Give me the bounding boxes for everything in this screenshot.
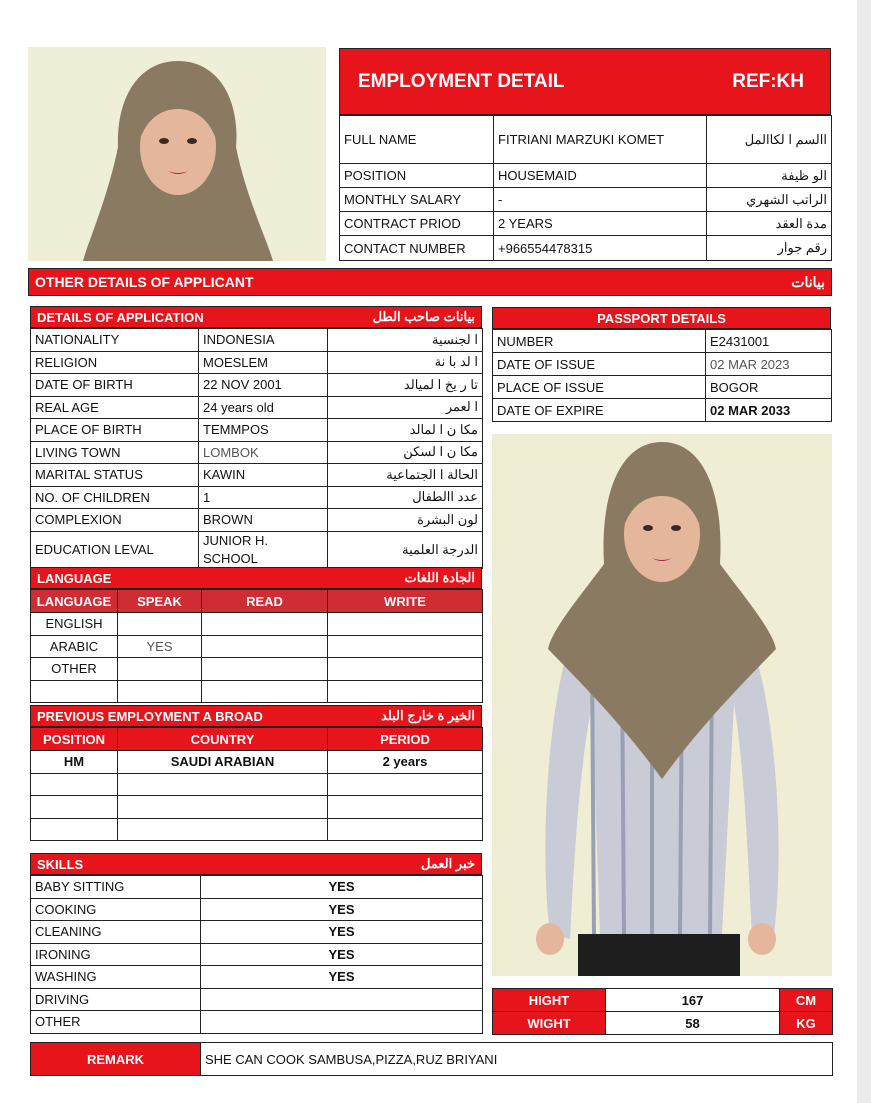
application-label: PLACE OF BIRTH <box>31 419 199 442</box>
application-row <box>31 486 483 509</box>
skill-label: IRONING <box>31 943 201 966</box>
application-value: JUNIOR H. SCHOOL <box>199 531 328 568</box>
application-label: EDUCATION LEVAL <box>31 531 199 568</box>
skill-row <box>31 921 483 944</box>
language-row <box>31 613 483 636</box>
application-label-ar: عدد االطفال <box>328 486 483 509</box>
application-value: KAWIN <box>199 464 328 487</box>
application-row <box>31 464 483 487</box>
previous-employment-row <box>31 773 483 796</box>
application-label-ar: ا لجنسية <box>328 329 483 352</box>
passport-label: DATE OF EXPIRE <box>493 399 706 422</box>
weight-unit: KG <box>780 1012 833 1035</box>
skill-label: WASHING <box>31 966 201 989</box>
language-read <box>202 613 328 636</box>
height-value: 167 <box>606 989 780 1012</box>
passport-value: 02 MAR 2023 <box>706 353 832 376</box>
skills-table <box>30 875 483 1034</box>
previous-employment-row <box>31 796 483 819</box>
skill-row <box>31 1011 483 1034</box>
application-value: 22 NOV 2001 <box>199 374 328 397</box>
application-row <box>31 329 483 352</box>
remark-label: REMARK <box>31 1043 201 1076</box>
employment-label: MONTHLY SALARY <box>340 188 494 212</box>
employment-row <box>340 116 832 164</box>
employment-label: FULL NAME <box>340 116 494 164</box>
language-read <box>202 658 328 681</box>
previous-employment-row <box>31 818 483 841</box>
other-details-label-ar: بيانات <box>791 273 825 290</box>
passport-value: BOGOR <box>706 376 832 399</box>
skill-value: YES <box>201 898 483 921</box>
application-label: COMPLEXION <box>31 509 199 532</box>
previous-country <box>118 796 328 819</box>
application-label-ar: مكا ن ا لمالد <box>328 419 483 442</box>
language-title-ar: الجادة اللغات <box>404 570 475 585</box>
employment-title: EMPLOYMENT DETAIL <box>358 70 565 92</box>
language-name: ARABIC <box>31 635 118 658</box>
height-label: HIGHT <box>493 989 606 1012</box>
previous-employment-header: COUNTRY <box>118 728 328 751</box>
remark-table <box>30 1042 833 1076</box>
application-title-bar <box>30 306 482 328</box>
application-label: NO. OF CHILDREN <box>31 486 199 509</box>
employment-title-bar <box>339 48 831 115</box>
previous-country <box>118 818 328 841</box>
passport-value: E2431001 <box>706 330 832 353</box>
skill-value <box>201 988 483 1011</box>
other-details-bar <box>28 268 832 296</box>
weight-label: WIGHT <box>493 1012 606 1035</box>
skill-label: CLEANING <box>31 921 201 944</box>
application-label: NATIONALITY <box>31 329 199 352</box>
application-value: MOESLEM <box>199 351 328 374</box>
other-details-label: OTHER DETAILS OF APPLICANT <box>35 274 254 290</box>
application-label: REAL AGE <box>31 396 199 419</box>
skill-value: YES <box>201 921 483 944</box>
employment-row <box>340 188 832 212</box>
passport-row <box>493 399 832 422</box>
employment-table <box>339 115 832 261</box>
language-read <box>202 635 328 658</box>
language-row <box>31 680 483 703</box>
previous-position: HM <box>31 751 118 774</box>
application-label-ar: الدرجة العلمية <box>328 531 483 568</box>
language-header: LANGUAGE <box>31 590 118 613</box>
previous-period <box>328 796 483 819</box>
language-header: WRITE <box>328 590 483 613</box>
language-write <box>328 613 483 636</box>
employment-label-ar: مدة العقد <box>707 212 832 236</box>
previous-employment-header-row <box>31 728 483 751</box>
employment-value: 2 YEARS <box>494 212 707 236</box>
previous-position <box>31 773 118 796</box>
skills-title-bar <box>30 853 482 875</box>
previous-employment-header: PERIOD <box>328 728 483 751</box>
skill-label: COOKING <box>31 898 201 921</box>
previous-period <box>328 773 483 796</box>
previous-employment-title: PREVIOUS EMPLOYMENT A BROAD <box>37 708 263 724</box>
language-title-bar <box>30 567 482 589</box>
employment-label: CONTACT NUMBER <box>340 236 494 261</box>
application-row <box>31 531 483 568</box>
employment-row <box>340 164 832 188</box>
previous-employment-header: POSITION <box>31 728 118 751</box>
application-label: RELIGION <box>31 351 199 374</box>
language-row <box>31 635 483 658</box>
employment-label: CONTRACT PRIOD <box>340 212 494 236</box>
skill-value: YES <box>201 876 483 899</box>
application-value: TEMMPOS <box>199 419 328 442</box>
previous-position <box>31 818 118 841</box>
skill-value: YES <box>201 943 483 966</box>
full-body-photo <box>492 434 832 976</box>
passport-value: 02 MAR 2033 <box>706 399 832 422</box>
language-name: OTHER <box>31 658 118 681</box>
application-value: LOMBOK <box>199 441 328 464</box>
language-header: READ <box>202 590 328 613</box>
reference-code: REF:KH <box>732 70 804 92</box>
skill-label: BABY SITTING <box>31 876 201 899</box>
application-label-ar: لون البشرة <box>328 509 483 532</box>
application-title: DETAILS OF APPLICATION <box>37 309 204 325</box>
page-edge <box>857 0 871 1103</box>
weight-value: 58 <box>606 1012 780 1035</box>
application-row <box>31 396 483 419</box>
employment-label-ar: الراتب الشهري <box>707 188 832 212</box>
passport-row <box>493 376 832 399</box>
previous-country: SAUDI ARABIAN <box>118 751 328 774</box>
previous-period: 2 years <box>328 751 483 774</box>
application-row <box>31 509 483 532</box>
skill-row <box>31 898 483 921</box>
application-label: DATE OF BIRTH <box>31 374 199 397</box>
previous-employment-row <box>31 751 483 774</box>
measurements-table <box>492 988 833 1035</box>
previous-employment-table <box>30 727 483 841</box>
language-speak <box>118 680 202 703</box>
application-row <box>31 351 483 374</box>
language-write <box>328 680 483 703</box>
skill-row <box>31 988 483 1011</box>
application-label: LIVING TOWN <box>31 441 199 464</box>
height-unit: CM <box>780 989 833 1012</box>
language-write <box>328 635 483 658</box>
passport-row <box>493 330 832 353</box>
language-speak: YES <box>118 635 202 658</box>
passport-row <box>493 353 832 376</box>
employment-value: HOUSEMAID <box>494 164 707 188</box>
passport-table <box>492 329 832 422</box>
employment-row <box>340 236 832 261</box>
application-value: 1 <box>199 486 328 509</box>
remark-value: SHE CAN COOK SAMBUSA,PIZZA,RUZ BRIYANI <box>201 1043 833 1076</box>
height-row <box>493 989 833 1012</box>
application-table <box>30 328 483 569</box>
application-label-ar: ا لعمر <box>328 396 483 419</box>
previous-employment-title-ar: الخير ة خارج البلد <box>381 708 475 723</box>
passport-label: NUMBER <box>493 330 706 353</box>
employment-value: - <box>494 188 707 212</box>
remark-row <box>31 1043 833 1076</box>
passport-title-bar <box>492 307 831 329</box>
application-label: MARITAL STATUS <box>31 464 199 487</box>
language-table <box>30 589 483 703</box>
application-label-ar: مكا ن ا لسكن <box>328 441 483 464</box>
employment-label-ar: الو ظيفة <box>707 164 832 188</box>
language-header: SPEAK <box>118 590 202 613</box>
skill-row <box>31 876 483 899</box>
application-label-ar: تا ر يخ ا لميالد <box>328 374 483 397</box>
language-write <box>328 658 483 681</box>
passport-label: PLACE OF ISSUE <box>493 376 706 399</box>
application-row <box>31 374 483 397</box>
employment-label: POSITION <box>340 164 494 188</box>
skill-label: OTHER <box>31 1011 201 1034</box>
previous-period <box>328 818 483 841</box>
skill-value: YES <box>201 966 483 989</box>
application-label-ar: ا لد با نة <box>328 351 483 374</box>
previous-position <box>31 796 118 819</box>
employment-value: FITRIANI MARZUKI KOMET <box>494 116 707 164</box>
skills-title: SKILLS <box>37 856 84 872</box>
skill-row <box>31 943 483 966</box>
portrait-photo <box>28 47 326 261</box>
previous-country <box>118 773 328 796</box>
language-header-row <box>31 590 483 613</box>
language-title: LANGUAGE <box>37 570 112 586</box>
application-value: 24 years old <box>199 396 328 419</box>
application-row <box>31 419 483 442</box>
previous-employment-title-bar <box>30 705 482 727</box>
skill-label: DRIVING <box>31 988 201 1011</box>
employment-label-ar: االسم ا لكاالمل <box>707 116 832 164</box>
employment-label-ar: رقم جوار <box>707 236 832 261</box>
skills-title-ar: خبر العمل <box>421 856 475 871</box>
employment-row <box>340 212 832 236</box>
application-label-ar: الحالة ا الجتماعية <box>328 464 483 487</box>
application-title-ar: بيانات صاحب الطل <box>372 309 475 324</box>
passport-label: DATE OF ISSUE <box>493 353 706 376</box>
skill-row <box>31 966 483 989</box>
language-speak <box>118 658 202 681</box>
language-name: ENGLISH <box>31 613 118 636</box>
language-read <box>202 680 328 703</box>
application-value: INDONESIA <box>199 329 328 352</box>
application-row <box>31 441 483 464</box>
weight-row <box>493 1012 833 1035</box>
skill-value <box>201 1011 483 1034</box>
application-value: BROWN <box>199 509 328 532</box>
employment-value: +966554478315 <box>494 236 707 261</box>
passport-title: PASSPORT DETAILS <box>597 310 726 326</box>
language-row <box>31 658 483 681</box>
language-name <box>31 680 118 703</box>
language-speak <box>118 613 202 636</box>
